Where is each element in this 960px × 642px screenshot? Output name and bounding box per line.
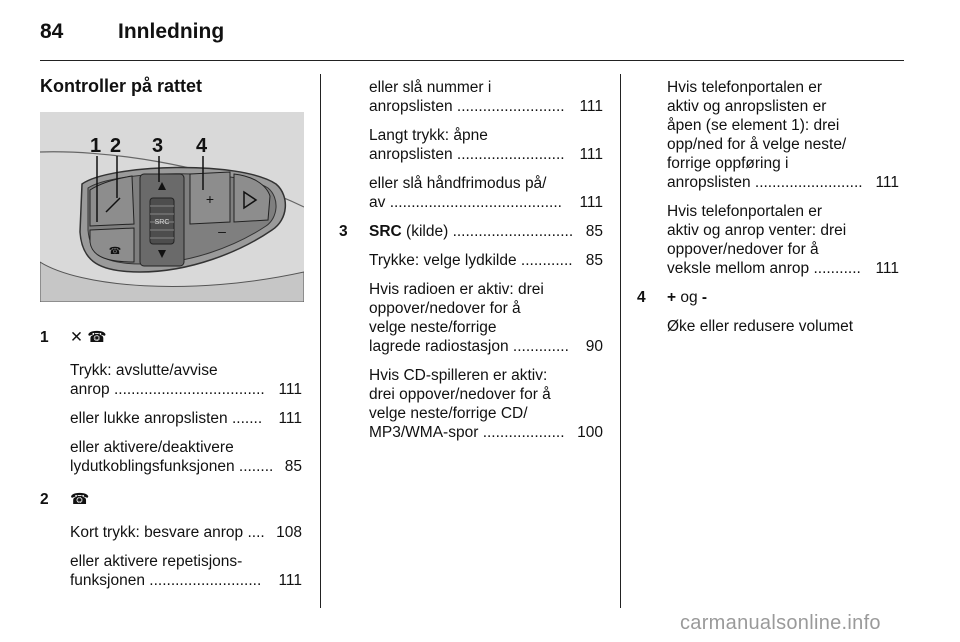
item-3 (339, 222, 603, 241)
page-reference[interactable]: MP3/WMA-spor ................... 100 (369, 424, 603, 441)
page-reference[interactable]: lagrede radiostasjon ............. 90 (369, 338, 603, 355)
section-title: Kontroller på rattet (40, 76, 203, 96)
text-line: forrige oppføring i (667, 155, 789, 172)
page-reference[interactable]: anropslisten ......................... 111 (369, 146, 603, 163)
text-line: eller slå nummer i (369, 79, 492, 96)
plus-symbol: + (667, 289, 677, 306)
page-number: 84 (40, 20, 64, 43)
minus-label: – (218, 223, 226, 239)
column-divider-1 (320, 74, 321, 608)
text-line: eller aktivere/deaktivere (70, 439, 234, 456)
svg-text:☎: ☎ (108, 246, 122, 257)
header-divider (40, 60, 904, 61)
src-label: SRC (154, 219, 170, 226)
column-3 (637, 78, 899, 346)
callout-3: 3 (152, 135, 164, 157)
page-reference[interactable]: lydutkoblingsfunksjonen ........ 85 (70, 458, 302, 475)
text-line: oppover/nedover for å (667, 241, 819, 258)
text-line: eller aktivere repetisjons- (70, 553, 243, 570)
callout-4: 4 (196, 135, 208, 157)
callout-1: 1 (90, 135, 102, 157)
minus-symbol: - (701, 289, 708, 306)
column-divider-2 (620, 74, 621, 608)
item-number: 3 (339, 223, 348, 240)
text-line: Langt trykk: åpne (369, 127, 488, 144)
page-reference[interactable]: eller lukke anropslisten ....... 111 (70, 410, 302, 427)
end-call-mute-icon: ✕ ☎ (70, 329, 107, 346)
text-line: Trykk: avslutte/avvise (70, 362, 218, 379)
page-title: Innledning (118, 20, 225, 43)
plus-label: + (205, 191, 215, 207)
item-number: 4 (637, 289, 646, 306)
text-line: Hvis telefonportalen er (667, 203, 823, 220)
page-reference[interactable]: anropslisten ......................... 111 (369, 98, 603, 115)
page-reference[interactable]: funksjonen .......................... 111 (70, 572, 302, 589)
src-label: SRC (369, 223, 402, 240)
text-line: aktiv og anropslisten er (667, 98, 827, 115)
text-line: eller slå håndfrimodus på/ (369, 175, 547, 192)
page-reference[interactable]: Trykke: velge lydkilde ............ 85 (369, 252, 603, 269)
text-line: oppover/nedover for å (369, 300, 521, 317)
page-reference[interactable]: SRC (kilde) ............................ 85 (369, 223, 603, 240)
text-line: Hvis radioen er aktiv: drei (369, 281, 544, 298)
item-number: 1 (40, 329, 49, 346)
text-line: opp/ned for å velge neste/ (667, 136, 847, 153)
text-line: Hvis telefonportalen er (667, 79, 823, 96)
page-reference[interactable]: anrop ................................... 111 (70, 381, 302, 398)
page-reference[interactable]: anropslisten ......................... 111 (667, 174, 899, 191)
text-og: og (676, 289, 702, 306)
text-line: Hvis CD-spilleren er aktiv: (369, 367, 548, 384)
column-2 (339, 78, 603, 452)
page-reference[interactable]: av ........................................ 111 (369, 194, 603, 211)
text-line: velge neste/forrige CD/ (369, 405, 528, 422)
item-1 (40, 328, 302, 347)
text-line: åpen (se element 1): drei (667, 117, 840, 134)
phone-icon: ☎ (70, 491, 90, 508)
steering-wheel-controls-figure (40, 112, 304, 302)
item-number: 2 (40, 491, 49, 508)
text-line: drei oppover/nedover for å (369, 386, 551, 403)
page-reference[interactable]: Kort trykk: besvare anrop .... 108 (70, 524, 302, 541)
item-4 (637, 288, 899, 307)
text-line: aktiv og anrop venter: drei (667, 222, 847, 239)
watermark: carmanualsonline.info (680, 612, 881, 634)
text-line: velge neste/forrige (369, 319, 497, 336)
text-line: Øke eller redusere volumet (667, 318, 854, 335)
page-reference[interactable]: veksle mellom anrop ........... 111 (667, 260, 899, 277)
callout-2: 2 (110, 135, 122, 157)
item-2 (40, 490, 302, 509)
column-1 (40, 328, 302, 600)
steering-wheel-illustration (40, 112, 304, 302)
